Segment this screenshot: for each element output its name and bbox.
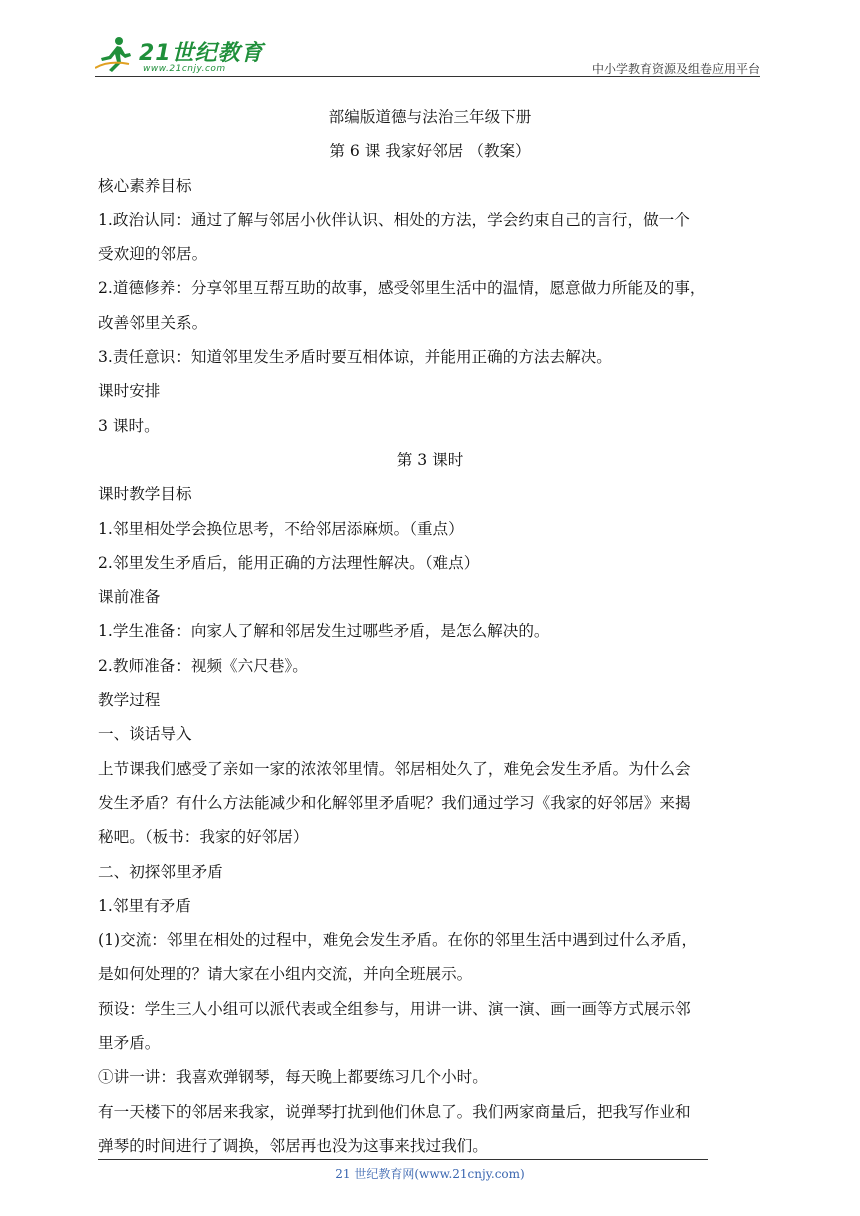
paragraph-line: 2.道德修养：分享邻里互帮互助的故事，感受邻里生活中的温情，愿意做力所能及的事， (98, 279, 706, 298)
paragraph-line: 弹琴的时间进行了调换，邻居再也没为这事来找过我们。 (98, 1136, 488, 1155)
paragraph-line: 1.邻里相处学会换位思考，不给邻居添麻烦。（重点） (98, 519, 464, 538)
paragraph-line: 2.邻里发生矛盾后，能用正确的方法理性解决。（难点） (98, 553, 480, 572)
paragraph-line: 课时安排 (98, 382, 161, 401)
footer-divider (98, 1159, 708, 1160)
header-divider (95, 76, 760, 77)
paragraph-line: 课前准备 (98, 588, 161, 607)
paragraph-line: ①讲一讲：我喜欢弹钢琴，每天晚上都要练习几个小时。 (98, 1068, 488, 1087)
platform-name: 中小学教育资源及组卷应用平台 (591, 62, 760, 76)
section-heading: 第 3 课时 (396, 450, 464, 469)
paragraph-line: 3 课时。 (98, 416, 160, 435)
page-header (95, 30, 760, 78)
paragraph-line: 1.学生准备：向家人了解和邻居发生过哪些矛盾，是怎么解决的。 (98, 622, 550, 641)
running-figure-icon (95, 34, 135, 74)
doc-title: 部编版道德与法治三年级下册 (328, 108, 532, 126)
paragraph-line: 里矛盾。 (98, 1034, 161, 1053)
paragraph-line: 核心素养目标 (98, 176, 192, 195)
paragraph-line: 2.教师准备：视频《六尺巷》。 (98, 656, 308, 675)
site-logo (95, 34, 270, 78)
paragraph-line: 有一天楼下的邻居来我家，说弹琴打扰到他们休息了。我们两家商量后，把我写作业和 (98, 1102, 691, 1121)
paragraph-line: 上节课我们感受了亲如一家的浓浓邻里情。邻居相处久了，难免会发生矛盾。为什么会 (98, 759, 691, 778)
paragraph-line: 1.邻里有矛盾 (98, 896, 191, 915)
paragraph-line: 课时教学目标 (98, 485, 192, 504)
paragraph-line: 是如何处理的？请大家在小组内交流，并向全班展示。 (98, 965, 473, 984)
logo-url: www.21cnjy.com (143, 64, 226, 74)
paragraph-line: 秘吧。（板书：我家的好邻居） (98, 828, 309, 847)
doc-subtitle: 第 6 课 我家好邻居 （教案） (329, 142, 531, 161)
logo-text: 21世纪教育 (139, 41, 264, 66)
paragraph-line: 教学过程 (98, 691, 161, 710)
paragraph-line: 1.政治认同：通过了解与邻居小伙伴认识、相处的方法，学会约束自己的言行，做一个 (98, 210, 690, 229)
page-footer: 21 世纪教育网(www.21cnjy.com) (335, 1167, 525, 1181)
paragraph-line: 3.责任意识：知道邻里发生矛盾时要互相体谅，并能用正确的方法去解决。 (98, 348, 612, 367)
paragraph-line: 二、初探邻里矛盾 (98, 862, 223, 881)
paragraph-line: 一、谈话导入 (98, 725, 192, 744)
paragraph-line: 发生矛盾？有什么方法能减少和化解邻里矛盾呢？我们通过学习《我家的好邻居》来揭 (98, 793, 691, 812)
document-body (98, 100, 762, 1163)
paragraph-line: 改善邻里关系。 (98, 313, 208, 332)
paragraph-line: (1)交流：邻里在相处的过程中，难免会发生矛盾。在你的邻里生活中遇到过什么矛盾， (98, 931, 698, 950)
paragraph-line: 受欢迎的邻居。 (98, 245, 208, 264)
paragraph-line: 预设：学生三人小组可以派代表或全组参与，用讲一讲、演一演、画一画等方式展示邻 (98, 999, 691, 1018)
